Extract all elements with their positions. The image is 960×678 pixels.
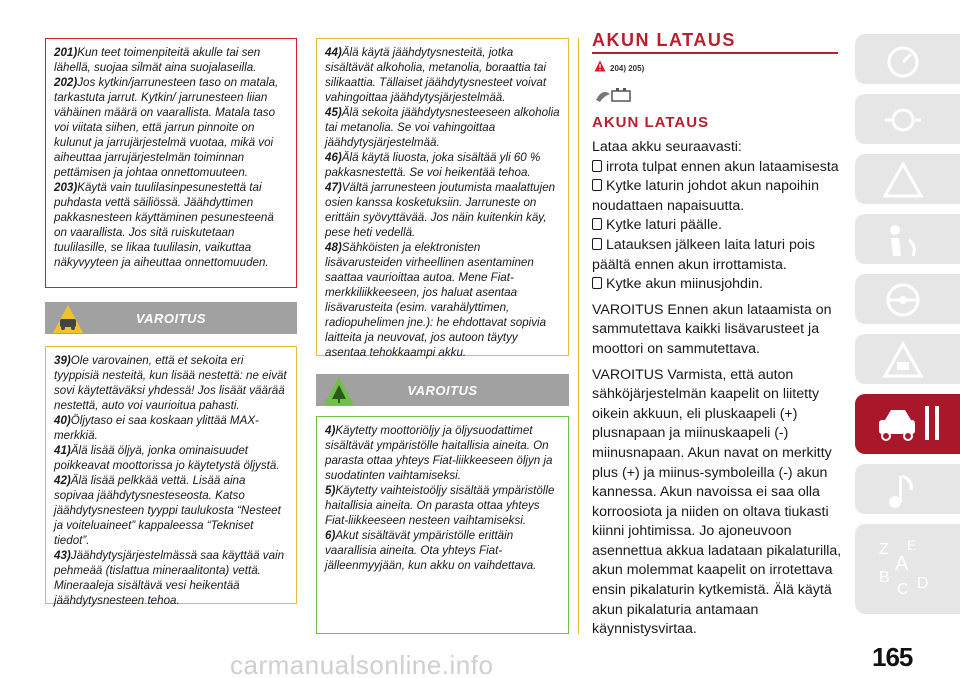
note-item [54, 75, 288, 180]
step-line [592, 275, 842, 295]
note-number: 44) [325, 46, 342, 59]
note-number: 47) [325, 181, 342, 194]
warning-label: VAROITUS [407, 382, 478, 398]
chapter-tab-2[interactable] [855, 94, 960, 144]
chapter-tab-5[interactable] [855, 274, 960, 324]
note-item [54, 413, 288, 443]
tree-warning-icon [322, 375, 356, 407]
note-number: 46) [325, 151, 342, 164]
note-text: Älä käytä jäähdytysnesteitä, jotka sisältävät alkoholia, metanolia, boraattia tai silikaattia. Tällaiset jäähdytysnesteet voivat vahingoittaa jäähdytysjärjestelmää. [325, 46, 547, 104]
checkbox-bullet-icon [592, 160, 602, 172]
chapter-tab-9[interactable] [855, 524, 960, 614]
note-item [54, 45, 288, 75]
note-item [325, 528, 560, 573]
warnings-box-39-43 [45, 346, 297, 607]
note-number: 48) [325, 241, 342, 254]
music-note-icon [873, 470, 953, 510]
paragraph-line: VAROITUS Ennen akun lataamista on [592, 301, 832, 318]
step-line [592, 216, 842, 236]
note-text: Jos kytkin/jarrunesteen taso on matala, tarkastuta jarrut. Kytkin/ jarrunesteen liian vähäinen määrä on vaarallista. Matala taso voi viitata siihen, että jarrun pinnoite on kulunut ja jarrujärjestelmä vuotaa, mikä voi aiheuttaa jarrujärjestelmän toiminnan pettämisen ja johtaa onnettomuuteen. [54, 76, 279, 179]
step-text: päältä ennen akun irrottamista. [592, 256, 787, 273]
reference-numbers: 204) 205) [610, 64, 645, 73]
paragraph-line: sähköjärjestelmän kaapelit on liitetty [592, 386, 820, 403]
step-text: noudattaen napaisuutta. [592, 197, 745, 214]
checkbox-bullet-icon [592, 218, 602, 230]
paragraph-line: VAROITUS Varmista, että auton [592, 366, 794, 383]
chapter-tab-7[interactable] [855, 394, 960, 454]
note-item [325, 423, 560, 483]
note-text: Vältä jarrunesteen joutumista maalattujen osien kanssa kosketuksiin. Jarruneste on erittäin syövyttävää. Jos näin kuitenkin käy, pese heti vedellä. [325, 181, 556, 239]
note-item [325, 150, 560, 180]
step-line [592, 236, 842, 256]
column-divider [578, 38, 579, 634]
warning-paragraph-1 [592, 301, 842, 360]
warning-header [45, 302, 297, 334]
note-text: Käytetty vaihteistoöljy sisältää ympäristölle haitallisia aineita. On parasta ottaa yhteys Fiat-liikkeeseen nesteen vaihtamiseksi. [325, 484, 555, 527]
chapter-tab-4[interactable] [855, 214, 960, 264]
warning-paragraph-2 [592, 366, 842, 640]
note-number: 5) [325, 484, 336, 497]
environment-warning-header [316, 374, 569, 406]
note-number: 6) [325, 529, 336, 542]
paragraph-line: moottori on sammutettava. [592, 340, 760, 357]
note-number: 203) [54, 181, 78, 194]
svg-text:A: A [895, 553, 909, 575]
chapter-tab-3[interactable] [855, 154, 960, 204]
chapter-tab-1[interactable] [855, 34, 960, 84]
note-text: Älä lisää öljyä, jonka ominaisuudet poikkeavat moottorissa jo käytetystä öljystä. [54, 444, 280, 472]
car-maintenance-icon [873, 400, 953, 450]
warnings-box-44-48 [316, 38, 569, 359]
step-line [592, 197, 842, 217]
title-underline [592, 52, 838, 54]
steering-wheel-icon [873, 280, 953, 320]
warnings-box-201-203 [45, 38, 297, 288]
dashboard-icon [873, 40, 953, 80]
charging-instructions [592, 138, 842, 640]
paragraph-line: kannessa. Akun navoissa ei saa olla [592, 484, 820, 501]
step-line [592, 256, 842, 276]
step-text: irrota tulpat ennen akun lataamisesta [606, 158, 839, 175]
emergency-icon [873, 340, 953, 380]
eco-battery-icon [594, 86, 634, 104]
note-item [325, 483, 560, 528]
note-item [54, 548, 288, 608]
chapter-tab-8[interactable] [855, 464, 960, 514]
checkbox-bullet-icon [592, 238, 602, 250]
note-text: Sähköisten ja elektronisten lisävarusteiden virheellinen asentaminen saattaa vaurioittaa autoa. Mene Fiat-merkkiliikkeeseen, jos haluat asentaa lisävarusteita (esim. varahälyttimen, radiopuhelimen jne.): he ehdottavat sopivia laitteita ja neuvovat, jos autoon täytyy asentaa tehokkaampi akku. [325, 241, 547, 359]
note-item [325, 45, 560, 105]
note-text: Älä käytä liuosta, joka sisältää yli 60 % pakkasnestettä. Se voi heikentää tehoa. [325, 151, 541, 179]
note-text: Älä sekoita jäähdytysnesteeseen alkoholia tai metanolia. Se voi vahingoittaa jäähdytysjärjestelmää. [325, 106, 560, 149]
warning-triangle-icon [594, 60, 606, 72]
car-light-icon [873, 100, 953, 140]
note-number: 45) [325, 106, 342, 119]
warning-triangle-icon [873, 160, 953, 200]
warning-references [594, 60, 664, 76]
note-item [54, 180, 288, 270]
svg-text:C: C [897, 581, 909, 598]
svg-text:D: D [917, 575, 929, 592]
paragraph-line: asennettua akkua ladataan pikalaturilla, [592, 542, 842, 559]
paragraph-line: miinusnapaan. Akun navat on merkitty [592, 444, 832, 461]
note-text: Öljytaso ei saa koskaan ylittää MAX-merkkiä. [54, 414, 259, 442]
note-item [325, 105, 560, 150]
note-number: 40) [54, 414, 71, 427]
note-text: Käytetty moottoriöljy ja öljysuodattimet sisältävät ympäristölle haitallisia aineita. On parasta ottaa yhteys Fiat-liikkeeseen öljyn ja suodatinten vaihtamiseksi. [325, 424, 553, 482]
svg-text:Z: Z [879, 541, 889, 558]
step-text: Kytke akun miinusjohdin. [606, 276, 763, 293]
step-text: Kytke laturi päälle. [606, 217, 722, 234]
paragraph-line: plus (+) ja miinus-symboleilla (-) akun [592, 464, 828, 481]
seat-safety-icon [873, 220, 953, 260]
paragraph-line: sammutettava kaikki lisävarusteet ja [592, 321, 820, 338]
note-item [325, 180, 560, 240]
paragraph-line: korroosiota ja niiden on oltava tiukasti [592, 503, 829, 520]
note-text: Akut sisältävät ympäristölle erittäin vaarallisia aineita. Ota yhteys Fiat-jälleenmyyjään, kun akku on vaihdettava. [325, 529, 537, 572]
page-number: 165 [872, 642, 913, 672]
note-number: 201) [54, 46, 78, 59]
paragraph-line: kiinni johtimissa. Jo ajoneuvoon [592, 523, 792, 540]
note-number: 41) [54, 444, 71, 457]
note-item [54, 353, 288, 413]
note-number: 43) [54, 549, 71, 562]
note-item [54, 473, 288, 548]
paragraph-line: käynnistysvirtaa. [592, 621, 697, 638]
watermark: carmanualsonline.info [230, 650, 494, 678]
section-title: AKUN LATAUS [592, 30, 736, 50]
note-number: 39) [54, 354, 71, 367]
alphabet-index-icon [873, 530, 953, 610]
note-text: Älä lisää pelkkää vettä. Lisää aina sopivaa jäähdytysnesteseosta. Katso jäähdytysnesteen tyyppi taulukosta “Nesteet ja voiteluaineet” kappaleessa “Tekniset tiedot”. [54, 474, 281, 547]
svg-text:E: E [907, 537, 917, 553]
note-text: Jäähdytysjärjestelmässä saa käyttää vain pehmeää (tislattua mineraalitonta) vettä. Mineraaleja sisältävä vesi heikentää jäähdytysnesteen tehoa. [54, 549, 285, 607]
checkbox-bullet-icon [592, 179, 602, 191]
paragraph-line: akun pikalaturia antamaan [592, 601, 759, 618]
step-text: Latauksen jälkeen laita laturi pois [606, 236, 816, 253]
intro-text: Lataa akku seuraavasti: [592, 139, 742, 155]
note-text: Käytä vain tuulilasinpesunestettä tai puhdasta vettä säiliössä. Jäähdyttimen pakkasnesteen käyttäminen pesunesteenä on vaarallista. Jos sitä ruiskutetaan tuulilasille, se likaa tuulilasin, vaikuttaa näkyvyyteen ja aiheuttaa onnettomuuden. [54, 181, 274, 269]
environment-box-4-6 [316, 416, 569, 634]
paragraph-line: ensin pikalaturin kytkemistä. Älä käytä [592, 582, 832, 599]
note-number: 4) [325, 424, 336, 437]
svg-text:B: B [879, 569, 890, 586]
note-item [54, 443, 288, 473]
paragraph-line: plusnapaan ja miinuskaapeli (-) [592, 425, 789, 442]
paragraph-line: oikein akkuun, eli pluskaapeli (+) [592, 405, 798, 422]
chapter-tab-6[interactable] [855, 334, 960, 384]
note-item [325, 240, 560, 360]
note-number: 202) [54, 76, 78, 89]
warning-label: VAROITUS [135, 310, 207, 326]
paragraph-line: akun molemmat kaapelit on irrotettava [592, 562, 833, 579]
checkbox-bullet-icon [592, 277, 602, 289]
subsection-title: AKUN LATAUS [592, 114, 710, 131]
note-number: 42) [54, 474, 71, 487]
car-warning-icon [51, 303, 85, 335]
note-text: Ole varovainen, että et sekoita eri tyyppisiä nesteitä, kun lisää nestettä: ne eivät sovi käytettäväksi yhdessä! Jos lisäät väärää nestettä, auto voi vaurioitua pahasti. [54, 354, 287, 412]
step-line [592, 177, 842, 197]
step-text: Kytke laturin johdot akun napoihin [606, 178, 819, 195]
note-text: Kun teet toimenpiteitä akulle tai sen lähellä, suojaa silmät aina suojalaseilla. [54, 46, 261, 74]
step-line [592, 158, 842, 178]
steps-list [592, 158, 842, 295]
